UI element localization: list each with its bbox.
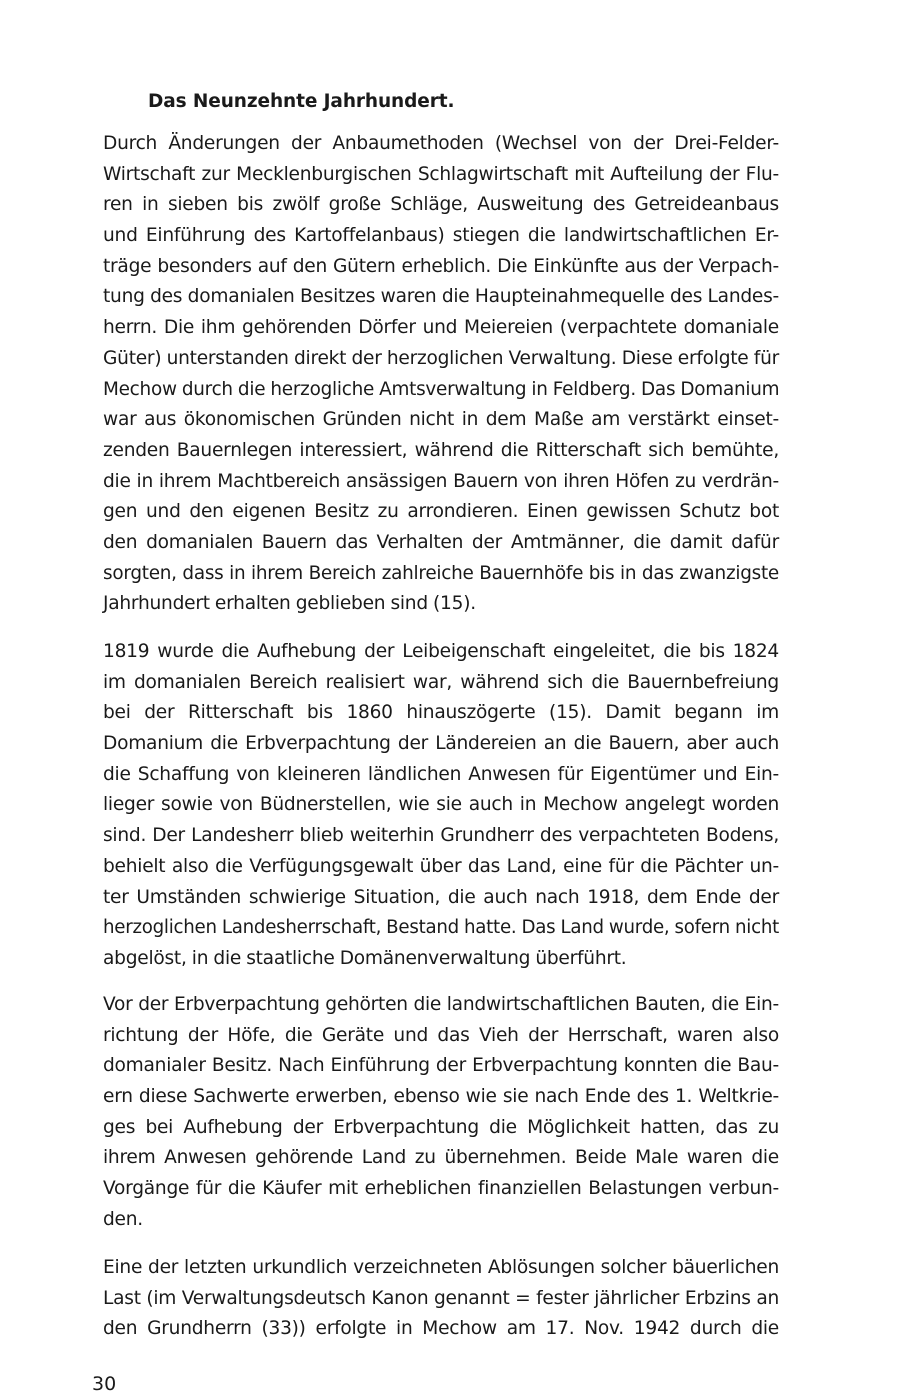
text-line: den domanialen Bauern das Verhalten der Amtmänner, die damit dafür bbox=[103, 531, 779, 553]
paragraph-3 bbox=[103, 990, 779, 1236]
paragraph-4 bbox=[103, 1253, 779, 1345]
text-line: zenden Bauernlegen interessiert, während die Ritterschaft sich bemühte, bbox=[103, 439, 779, 461]
section-heading: Das Neunzehnte Jahrhundert. bbox=[148, 91, 455, 112]
text-line: abgelöst, in die staatliche Domänenverwaltung überführt. bbox=[103, 947, 627, 969]
text-line: herzoglichen Landesherrschaft, Bestand hatte. Das Land wurde, sofern nicht bbox=[103, 917, 779, 939]
paragraph-2 bbox=[103, 637, 779, 975]
text-line: Mechow durch die herzogliche Amtsverwaltung in Feldberg. Das Domanium bbox=[103, 378, 780, 400]
text-line: war aus ökonomischen Gründen nicht in dem Maße am verstärkt einset- bbox=[103, 409, 779, 431]
text-line: Durch Änderungen der Anbaumethoden (Wechsel von der Drei-Felder- bbox=[103, 133, 779, 154]
text-line: herrn. Die ihm gehörenden Dörfer und Meiereien (verpachtete domaniale bbox=[103, 317, 779, 339]
text-line: ter Umständen schwierige Situation, die auch nach 1918, dem Ende der bbox=[103, 886, 779, 908]
text-line: die Schaffung von kleineren ländlichen Anwesen für Eigentümer und Ein- bbox=[103, 763, 779, 785]
text-line: Domanium die Erbverpachtung der Ländereien an die Bauern, aber auch bbox=[103, 733, 779, 755]
text-line: ihrem Anwesen gehörende Land zu übernehmen. Beide Male waren die bbox=[103, 1147, 779, 1169]
text-line: 1819 wurde die Aufhebung der Leibeigenschaft eingeleitet, die bis 1824 bbox=[103, 641, 779, 662]
text-line: die in ihrem Machtbereich ansässigen Bauern von ihren Höfen zu verdrän- bbox=[103, 470, 779, 492]
text-line: Güter) unterstanden direkt der herzoglichen Verwaltung. Diese erfolgte für bbox=[103, 347, 779, 369]
text-line: ges bei Aufhebung der Erbverpachtung die Möglichkeit hatten, das zu bbox=[103, 1116, 779, 1138]
text-line: behielt also die Verfügungsgewalt über das Land, eine für die Pächter un- bbox=[103, 855, 779, 877]
text-line: Last (im Verwaltungsdeutsch Kanon genannt = fester jährlicher Erbzins an bbox=[103, 1287, 779, 1309]
text-line: gen und den eigenen Besitz zu arrondieren. Einen gewissen Schutz bot bbox=[103, 501, 779, 523]
text-line: Wirtschaft zur Mecklenburgischen Schlagwirtschaft mit Aufteilung der Flu- bbox=[103, 163, 779, 185]
text-line: sind. Der Landesherr blieb weiterhin Grundherr des verpachteten Bodens, bbox=[103, 825, 779, 847]
text-line: Vor der Erbverpachtung gehörten die landwirtschaftlichen Bauten, die Ein- bbox=[103, 994, 779, 1015]
text-line: lieger sowie von Büdnerstellen, wie sie auch in Mechow angelegt worden bbox=[103, 794, 779, 816]
page-number: 30 bbox=[92, 1373, 117, 1395]
text-line: sorgten, dass in ihrem Bereich zahlreiche Bauernhöfe bis in das zwanzigste bbox=[103, 562, 779, 584]
text-line: und Einführung des Kartoffelanbaus) stiegen die landwirtschaftlichen Er- bbox=[103, 225, 779, 247]
text-line: domanialer Besitz. Nach Einführung der Erbverpachtung konnten die Bau- bbox=[103, 1055, 779, 1077]
text-line: ern diese Sachwerte erwerben, ebenso wie sie nach Ende des 1. Weltkrie- bbox=[103, 1086, 779, 1108]
text-line: bei der Ritterschaft bis 1860 hinauszögerte (15). Damit begann im bbox=[103, 702, 779, 724]
text-line: den. bbox=[103, 1208, 143, 1230]
text-line: im domanialen Bereich realisiert war, während sich die Bauernbefreiung bbox=[103, 671, 779, 693]
paragraph-1 bbox=[103, 129, 779, 620]
text-line: tung des domanialen Besitzes waren die Haupteinahmequelle des Landes- bbox=[103, 286, 779, 308]
text-line: Jahrhundert erhalten geblieben sind (15). bbox=[103, 593, 476, 615]
text-line: Vorgänge für die Käufer mit erheblichen finanziellen Belastungen verbun- bbox=[103, 1178, 779, 1200]
text-line: träge besonders auf den Gütern erheblich. Die Einkünfte aus der Verpach- bbox=[103, 255, 779, 277]
text-line: richtung der Höfe, die Geräte und das Vieh der Herrschaft, waren also bbox=[103, 1024, 779, 1046]
text-line: den Grundherrn (33)) erfolgte in Mechow am 17. Nov. 1942 durch die bbox=[103, 1318, 779, 1340]
text-line: Eine der letzten urkundlich verzeichneten Ablösungen solcher bäuerlichen bbox=[103, 1257, 779, 1278]
text-line: ren in sieben bis zwölf große Schläge, Ausweitung des Getreideanbaus bbox=[103, 194, 779, 216]
